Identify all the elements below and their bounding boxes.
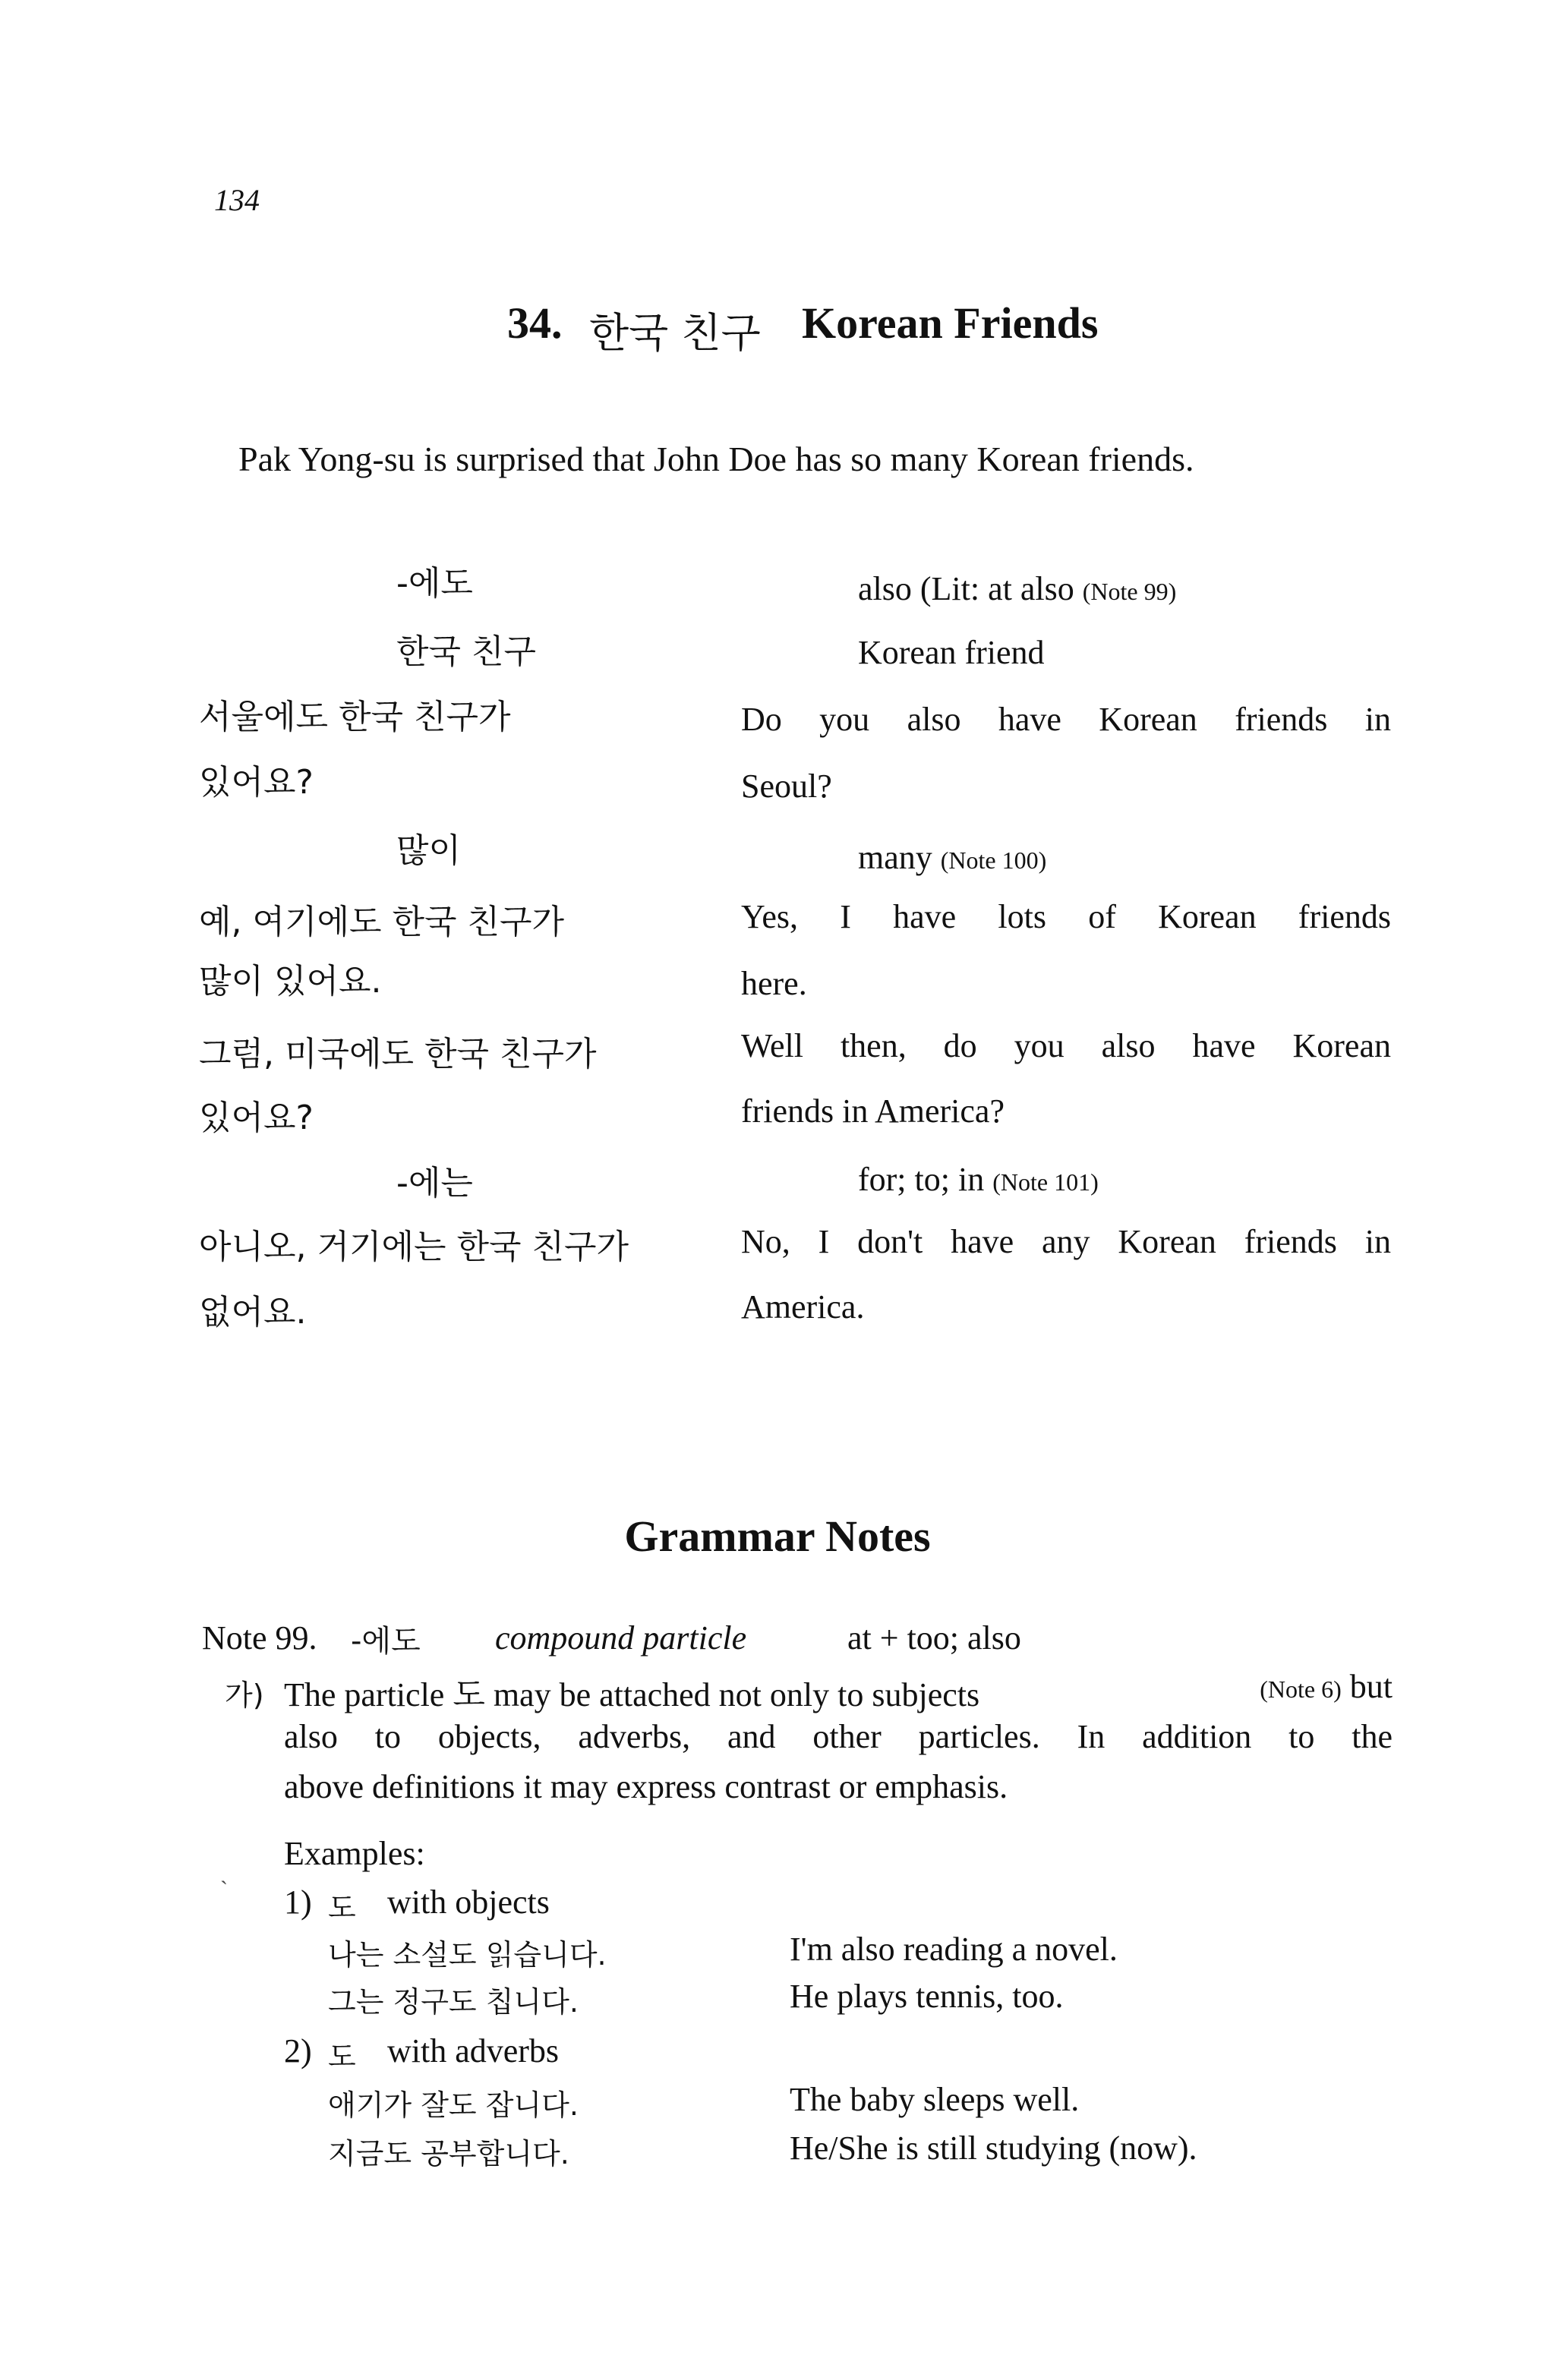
dialogue-line3-korean-2: 있어요?: [199, 1099, 314, 1137]
example-3-english: The baby sleeps well.: [790, 2081, 1080, 2118]
dialogue-line4-korean-2: 없어요.: [199, 1293, 307, 1332]
note-ref: (Note 99): [1082, 578, 1177, 605]
example-3-korean: 애기가 잘도 잡니다.: [328, 2088, 579, 2122]
dialogue-line1-korean-2: 있어요?: [199, 763, 314, 802]
note-ref: (Note 100): [940, 846, 1047, 874]
vocab-many-korean: 많이: [396, 831, 462, 870]
note-ref: (Note 101): [992, 1168, 1099, 1196]
vocab-eneun-english: for; to; in (Note 101): [858, 1161, 1099, 1198]
dialogue-line2-english-1: Yes, I have lots of Korean friends: [741, 898, 1391, 935]
dialogue-line3-english-1: Well then, do you also have Korean: [741, 1027, 1391, 1064]
dialogue-line2-korean-1: 예, 여기에도 한국 친구가: [199, 903, 564, 941]
example-1-english: I'm also reading a novel.: [790, 1931, 1118, 1968]
note-99-para-line2: also to objects, adverbs, and other particles. In addition to the: [284, 1718, 1393, 1755]
dialogue-line4-english-2: America.: [741, 1288, 865, 1326]
example-group2-desc: with adverbs: [387, 2032, 560, 2069]
example-4-english: He/She is still studying (now).: [790, 2129, 1197, 2167]
lesson-title-korean: 한국 친구: [589, 309, 761, 357]
stray-mark: ˋ: [220, 1877, 228, 1902]
note-ref: (Note 6): [1260, 1675, 1342, 1703]
examples-label: Examples:: [284, 1835, 425, 1872]
example-group1-number: 1): [284, 1884, 312, 1921]
example-group2-particle: 도: [328, 2040, 356, 2073]
vocab-friend-korean: 한국 친구: [396, 632, 537, 671]
note-99-gloss: at + too; also: [847, 1619, 1021, 1657]
lesson-intro: Pak Yong-su is surprised that John Doe has so many Korean friends.: [238, 440, 1194, 478]
dialogue-line2-korean-2: 많이 있어요.: [199, 962, 382, 1001]
vocab-friend-english: Korean friend: [858, 634, 1045, 671]
item-marker: 가): [225, 1679, 264, 1712]
example-group1-particle: 도: [328, 1891, 356, 1924]
page-number: 134: [214, 183, 260, 217]
dialogue-line2-english-2: here.: [741, 965, 807, 1002]
lesson-title-english: Korean Friends: [802, 298, 1099, 348]
vocab-many-english: many (Note 100): [858, 839, 1047, 876]
example-group2-number: 2): [284, 2032, 312, 2069]
dialogue-line4-korean-1: 아니오, 거기에는 한국 친구가: [199, 1228, 629, 1266]
vocab-eedo-english: also (Lit: at also (Note 99): [858, 570, 1177, 607]
example-group1-desc: with objects: [387, 1884, 550, 1921]
example-2-korean: 그는 정구도 칩니다.: [328, 1985, 579, 2019]
example-2-english: He plays tennis, too.: [790, 1978, 1064, 2015]
grammar-notes-heading: Grammar Notes: [624, 1512, 931, 1561]
dialogue-line1-korean-1: 서울에도 한국 친구가: [199, 698, 511, 736]
note-99-para-line1: The particle 도 may be attached not only to subjects (Note 6) but: [284, 1668, 1393, 1713]
dialogue-line3-english-2: friends in America?: [741, 1092, 1005, 1130]
dialogue-line1-english-1: Do you also have Korean friends in: [741, 701, 1391, 738]
example-4-korean: 지금도 공부합니다.: [328, 2137, 569, 2170]
note-99-particle: -에도: [351, 1624, 421, 1659]
lesson-number: 34.: [507, 298, 563, 348]
note-99-type: compound particle: [495, 1619, 747, 1657]
dialogue-line1-english-2: Seoul?: [741, 768, 832, 805]
dialogue-line4-english-1: No, I don't have any Korean friends in: [741, 1223, 1391, 1260]
note-99-label: Note 99.: [202, 1619, 317, 1657]
vocab-eneun-korean: -에는: [396, 1164, 473, 1203]
note-99-para-line3: above definitions it may express contrast or emphasis.: [284, 1768, 1008, 1805]
vocab-eedo-korean: -에도: [396, 564, 473, 603]
example-1-korean: 나는 소설도 읽습니다.: [328, 1938, 607, 1972]
dialogue-line3-korean-1: 그럼, 미국에도 한국 친구가: [199, 1035, 597, 1073]
